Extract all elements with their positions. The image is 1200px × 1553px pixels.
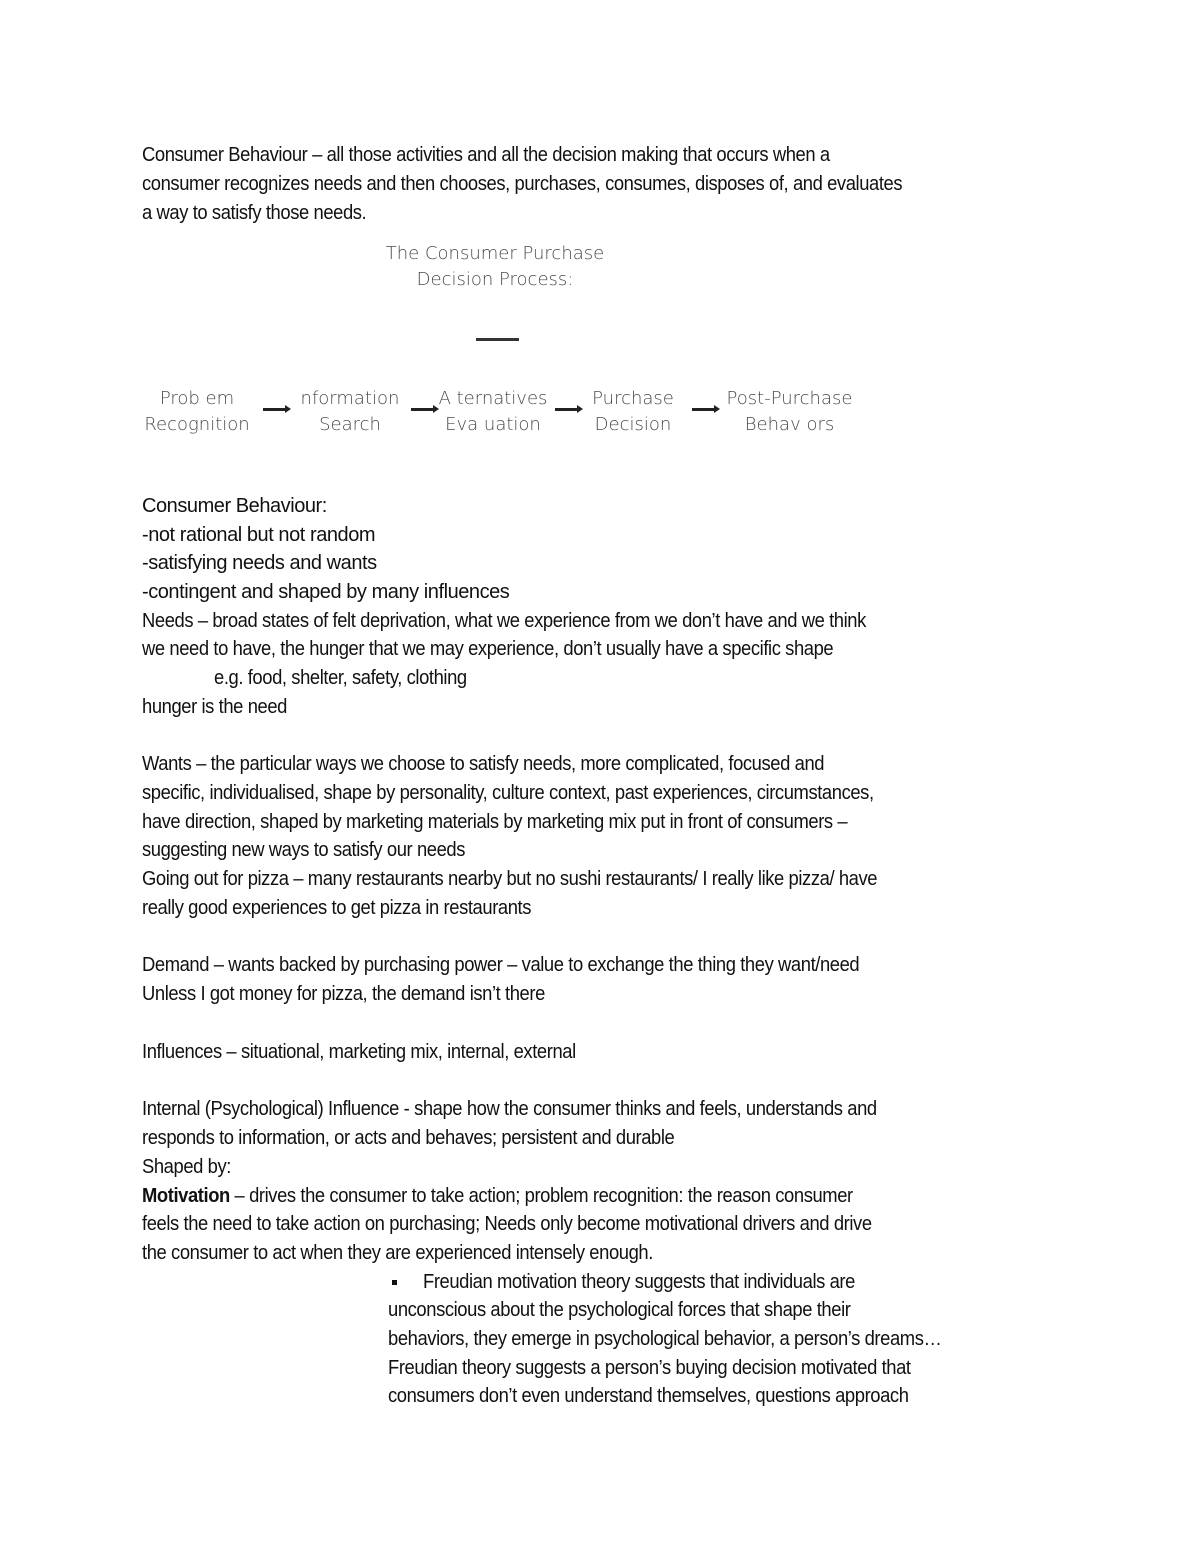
list-item: -satisfying needs and wants	[142, 552, 377, 574]
intro-line: a way to satisfy those needs.	[142, 202, 367, 224]
section-heading: Consumer Behaviour:	[142, 495, 327, 517]
stage-label-line: Purchase	[592, 388, 674, 409]
diagram-title-line: Decision Process:	[416, 269, 574, 290]
needs-line: we need to have, the hunger that we may experience, don’t usually have a specific shape	[142, 638, 834, 660]
freudian-line: consumers don’t even understand themselves, questions approach	[388, 1385, 909, 1407]
stage-label-line: Behav ors	[744, 414, 835, 435]
motivation-line: feels the need to take action on purchasing; Needs only become motivational drivers and drive	[142, 1213, 872, 1235]
internal-line: Internal (Psychological) Influence - shape how the consumer thinks and feels, understands and	[142, 1098, 877, 1120]
wants-line: specific, individualised, shape by personality, culture context, past experiences, circumstances,	[142, 782, 874, 804]
demand-line: Unless I got money for pizza, the demand isn’t there	[142, 983, 545, 1005]
motivation-text: – drives the consumer to take action; problem recognition: the reason consumer	[229, 1185, 853, 1207]
needs-line: Needs – broad states of felt deprivation, what we experience from we don’t have and we think	[142, 610, 866, 632]
list-item: -contingent and shaped by many influences	[142, 581, 510, 603]
wants-line: Wants – the particular ways we choose to satisfy needs, more complicated, focused and	[142, 753, 825, 775]
influences-line: Influences – situational, marketing mix, internal, external	[142, 1041, 576, 1063]
stage-label-line: Recognition	[144, 414, 250, 435]
stage-label-line: A ternatives	[438, 388, 548, 409]
stage-label-line: Eva uation	[445, 414, 541, 435]
motivation-term: Motivation	[142, 1185, 230, 1207]
diagram-title-line: The Consumer Purchase	[385, 243, 605, 264]
intro-line: consumer recognizes needs and then chooses, purchases, consumes, disposes of, and evaluates	[142, 173, 903, 195]
right-arrow-icon	[411, 408, 435, 411]
freudian-line: unconscious about the psychological forces that shape their	[388, 1299, 851, 1321]
needs-note: hunger is the need	[142, 696, 287, 718]
right-arrow-icon	[555, 408, 579, 411]
internal-line: Shaped by:	[142, 1156, 231, 1178]
wants-line: have direction, shaped by marketing materials by marketing mix put in front of consumers –	[142, 811, 848, 833]
intro-line: Consumer Behaviour – all those activities and all the decision making that occurs when a	[142, 144, 830, 166]
right-arrow-icon	[263, 408, 287, 411]
needs-example: e.g. food, shelter, safety, clothing	[214, 667, 467, 689]
stage-label-line: Search	[319, 414, 381, 435]
stage-label-line: nformation	[300, 388, 400, 409]
wants-line: really good experiences to get pizza in restaurants	[142, 897, 532, 919]
freudian-line: Freudian theory suggests a person’s buying decision motivated that	[388, 1357, 911, 1379]
wants-line: Going out for pizza – many restaurants nearby but no sushi restaurants/ I really like pizza/ have	[142, 868, 878, 890]
internal-line: responds to information, or acts and behaves; persistent and durable	[142, 1127, 675, 1149]
freudian-line: behaviors, they emerge in psychological behavior, a person’s dreams…	[388, 1328, 942, 1350]
motivation-line: the consumer to act when they are experienced intensely enough.	[142, 1242, 653, 1264]
wants-line: suggesting new ways to satisfy our needs	[142, 839, 466, 861]
freudian-line: Freudian motivation theory suggests that individuals are	[423, 1271, 855, 1293]
demand-line: Demand – wants backed by purchasing power – value to exchange the thing they want/need	[142, 954, 860, 976]
bullet-square-icon	[392, 1280, 397, 1285]
motivation-line	[142, 1182, 853, 1211]
diagram-divider	[476, 338, 519, 341]
stage-label-line: Prob em	[159, 388, 235, 409]
stage-label-line: Decision	[594, 414, 672, 435]
stage-label-line: Post-Purchase	[726, 388, 853, 409]
list-item: -not rational but not random	[142, 524, 376, 546]
